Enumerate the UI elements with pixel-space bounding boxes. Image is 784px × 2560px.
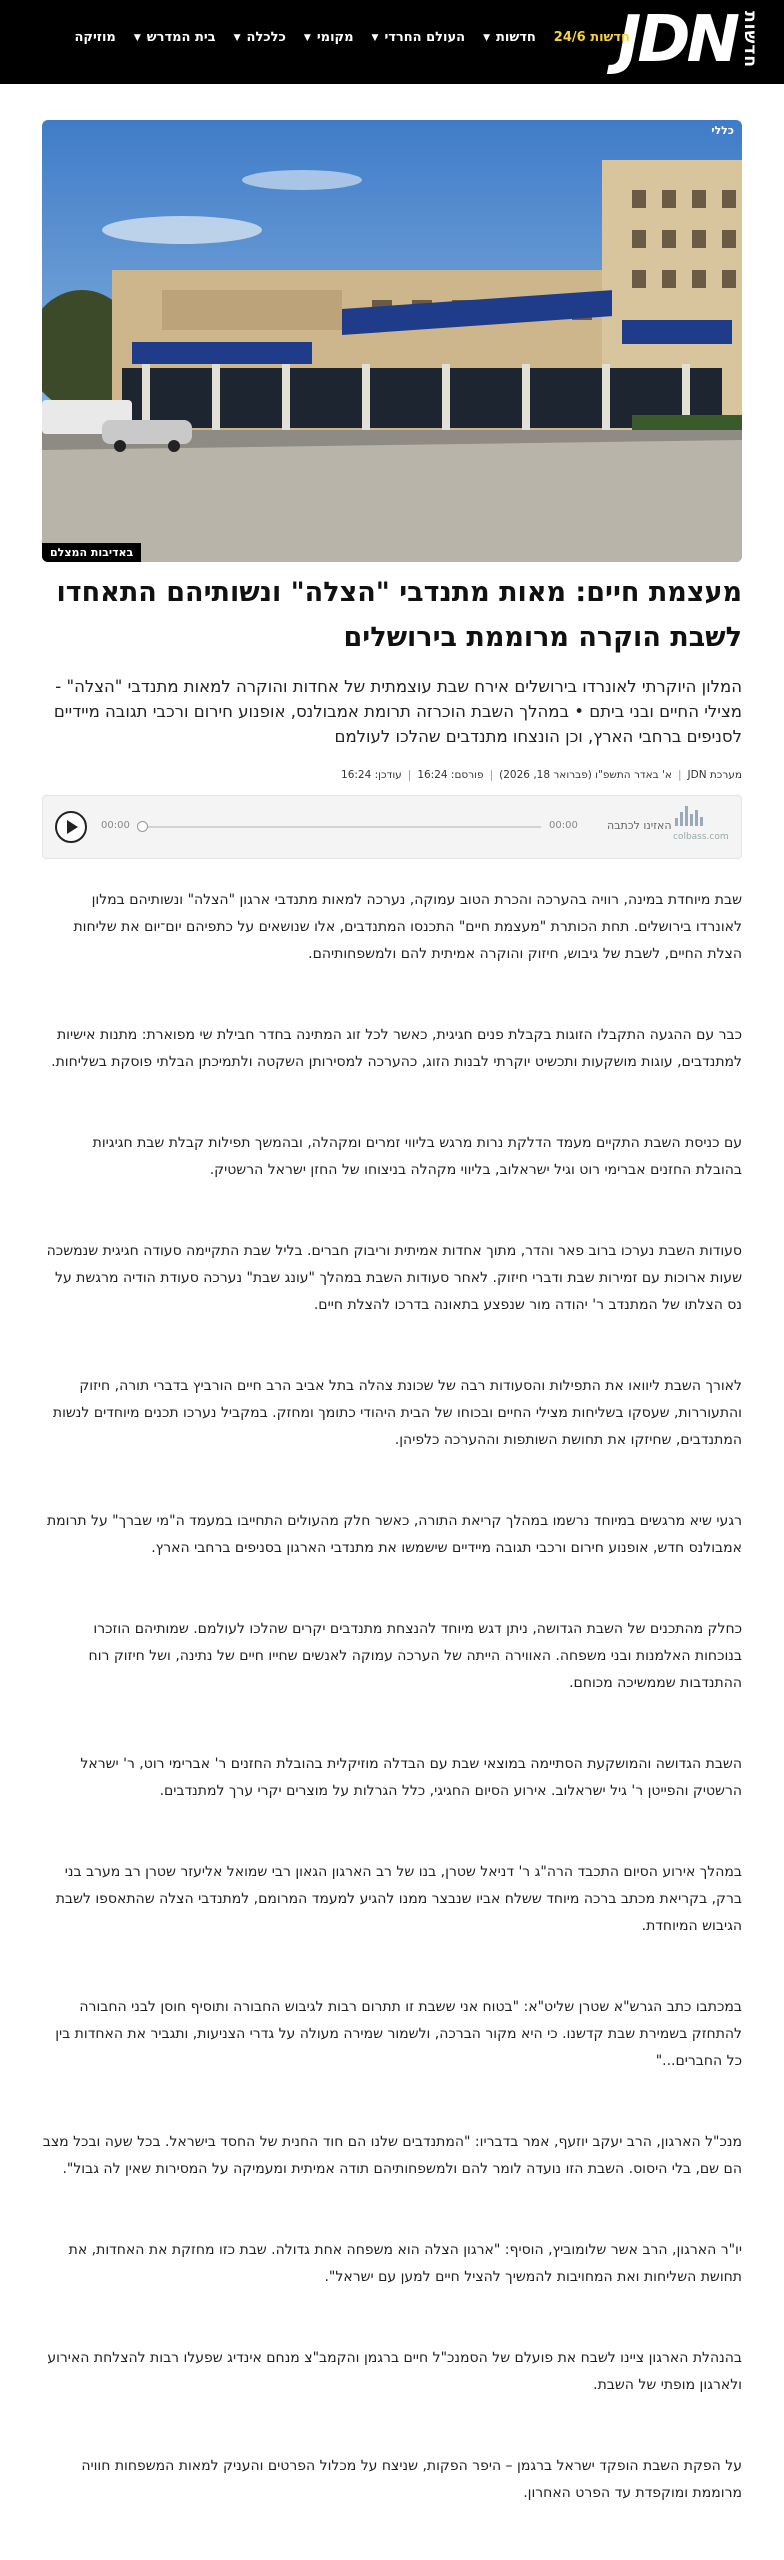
player-progress-handle[interactable] xyxy=(137,821,148,832)
article-paragraph: לאורך השבת ליוואו את התפילות והסעודות רבה של שכונת צהלה בתל אביב הרב חיים הורביץ בדברי תורה, חיזוק והתעוררות, שעסקו בשליחות מצילי החיים ובכוחו של הבית היהודי כתומך ומחזק. במקביל נערכו תכנים מיוחדים לנשות המתנדבים, שחיזקו את תחושת השותפות וההערכה כלפיהן. xyxy=(52,1378,742,1448)
article-paragraph: על הפקת השבת הופקד ישראל ברגמן – היפר הפקות, שניצח על מכלול הפרטים והעניק למאות המשפחות חוויה מרוממת ומוקפדת עד הפרט האחרון. xyxy=(81,2458,742,2501)
meta-separator: | xyxy=(677,769,682,781)
article-meta xyxy=(42,769,742,781)
nav-item-music[interactable] xyxy=(74,30,115,45)
article-paragraph: עם כניסת השבת התקיים מעמד הדלקת נרות מרגש בליווי זמרים ומקהלה, ובהמשך תפילות קבלת שבת חגיגיות בהובלת החזנים אברימי רוט וגיל ישראלוב, בליווי מקהלה בניצוחו של החזן ישראל הרשטיק. xyxy=(92,1135,742,1178)
colbass-logo[interactable] xyxy=(673,806,731,850)
nav-item-label: כלכלה xyxy=(246,30,286,45)
article-paragraph: שבת מיוחדת במינה, רוויה בהערכה והכרת הטוב עמוקה, נערכה למאות מתנדבי ארגון "הצלה" ונשותיהם במלון לאונרדו בירושלים. תחת הכותרת "מעצמת חיים" התכנסו המתנדבים, אלו שנושאים על כתפיהם יום־יום את שליחות הצלת החיים, לשבת של גיבוש, חיזוק והוקרה אמיתית להם ולמשפחותיהם. xyxy=(73,892,742,962)
article-paragraph: רגעי שיא מרגשים במיוחד נרשמו במהלך קריאת התורה, כאשר חלק מהעולים התחייבו במעמד ה"מי שברך" על תרומת אמבולנס חדש, אופנוע חירום ורכבי תגובה מיידיים שישמשו את מתנדבי הארגון בסניפים ברחבי הארץ. xyxy=(46,1513,742,1556)
chevron-down-icon: ▼ xyxy=(483,32,491,43)
site-header xyxy=(0,0,784,84)
main-nav xyxy=(56,30,630,45)
article-paragraph: סעודות השבת נערכו ברוב פאר והדר, מתוך אחדות אמיתית וריבוק חברים. בליל שבת התקיימה סעודה חגיגית שנמשכה שעות ארוכות עם זמירות שבת ודברי חיזוק. לאחר סעודות השבת במהלך "עונג שבת" נערכה סעודת הודיה מרגשת על נס הצלתו של המתנדב ר' יהודה מור שנפצע בתאונה בדרכו להצלת חיים. xyxy=(46,1243,742,1313)
nav-item-label: העולם החרדי xyxy=(384,30,466,45)
meta-separator: | xyxy=(407,769,412,781)
logo-side-text: חדשות xyxy=(740,11,760,69)
chevron-down-icon: ▼ xyxy=(233,32,241,43)
article-date: א' באדר התשפ"ו (פברואר 18, 2026) xyxy=(499,769,672,781)
player-duration: 00:00 xyxy=(549,820,578,831)
article-paragraph: כבר עם ההגעה התקבלו הזוגות בקבלת פנים חגיגית, כאשר לכל זוג המתינה בחדר חבילת שי מפוארת: מתנות אישיות למתנדבים, עוגות מושקעות ותכשיט יוקרתי לבנות הזוג, כהערכה למסירותן השקטה ולתמיכתן הבלתי פוסקת בשליחות. xyxy=(51,1027,742,1070)
chevron-down-icon: ▼ xyxy=(303,32,311,43)
hotel-photo xyxy=(42,120,742,562)
colbass-bars-icon xyxy=(675,806,731,826)
article xyxy=(42,120,742,2507)
nav-item-news[interactable] xyxy=(483,30,536,45)
nav-item-label: חדשות 24/6 xyxy=(553,30,630,45)
chevron-down-icon: ▼ xyxy=(133,32,141,43)
audio-player xyxy=(42,795,742,859)
play-icon[interactable] xyxy=(55,811,87,843)
article-paragraph: מנכ"ל הארגון, הרב יעקב יוזעף, אמר בדבריו: "המתנדבים שלנו הם חוד החנית של החסד בישראל. בכל שעה ובכל מצב הם שם, בלי היסוס. השבת הזו נועדה לומר להם ולמשפחותיהם תודה אמיתית ומעמיקה על המסירות שאין לה גבול". xyxy=(42,2134,742,2177)
player-progress-track[interactable] xyxy=(141,826,541,828)
article-paragraph: יו"ר הארגון, הרב אשר שלומוביץ, הוסיף: "ארגון הצלה הוא משפחה אחת גדולה. שבת כזו מחזקת את האחדות, את תחושת השליחות ואת המחויבות להמשיך להציל חיים למען עם ישראל". xyxy=(68,2242,742,2285)
photo-credit: באדיבות המצלם xyxy=(42,543,141,562)
hero-image xyxy=(42,120,742,562)
article-body xyxy=(42,887,742,2507)
player-listen-label: האזינו לכתבה xyxy=(607,819,672,832)
article-updated-time: עודכן: 16:24 xyxy=(341,769,402,781)
site-logo[interactable] xyxy=(617,3,761,77)
nav-item-haredi-world[interactable] xyxy=(372,30,466,45)
nav-item-local[interactable] xyxy=(304,30,354,45)
nav-item-economy[interactable] xyxy=(234,30,286,45)
logo-text: JDN xyxy=(617,3,736,77)
article-title: מעצמת חיים: מאות מתנדבי "הצלה" ונשותיהם התאחדו לשבת הוקרה מרוממת בירושלים xyxy=(56,577,742,653)
nav-item-label: חדשות xyxy=(496,30,536,45)
nav-item-label: בית המדרש xyxy=(146,30,216,45)
meta-separator: | xyxy=(489,769,494,781)
player-current-time: 00:00 xyxy=(101,820,130,831)
article-source[interactable]: מערכת JDN xyxy=(687,769,742,781)
article-subtitle: המלון היוקרתי לאונרדו בירושלים אירח שבת עוצמתית של אחדות והוקרה למאות מתנדבי "הצלה" - מצילי החיים ובני ביתם • במהלך השבת הוכרזה תרומת אמבולנס, אופנוע חירום ורכבי תגובה מיידיים לסניפים ברחבי הארץ, וכן הונצחו מתנדבים שהלכו לעולמם xyxy=(53,677,742,746)
colbass-url: colbass.com xyxy=(673,832,729,842)
nav-item-beit-midrash[interactable] xyxy=(134,30,216,45)
article-paragraph: בהנהלת הארגון ציינו לשבח את פועלם של הסמנכ"ל חיים ברגמן והקמב"צ מנחם אינדיג שפעלו רבות להצלחת האירוע ולארגון מופתי של השבת. xyxy=(47,2350,742,2393)
article-published-time: פורסם: 16:24 xyxy=(417,769,484,781)
article-paragraph: השבת הגדושה והמושקעת הסתיימה במוצאי שבת עם הבדלה מוזיקלית בהובלת החזנים ר' אברימי רוט, ר' ישראל הרשטיק והפייטן ר' גיל ישראלוב. אירוע הסיום החגיגי, כלל הגרלות על מוצרים יקרי ערך למתנדבים. xyxy=(80,1756,742,1799)
article-paragraph: במהלך אירוע הסיום התכבד הרה"ג ר' דניאל שטרן, בנו של רב הארגון הגאון רבי שמואל אליעזר שטרן רב מערב בני ברק, בקריאת מכתב ברכה מיוחד ששלח אביו שנבצר ממנו להגיע למעמד המרומם, למתנדבי הצלה שהתאספו לשבת הגיבוש המיוחדת. xyxy=(55,1864,742,1934)
article-paragraph: כחלק מהתכנים של השבת הגדושה, ניתן דגש מיוחד להנצחת מתנדבים יקרים שהלכו לעולמם. שמותיהם הוזכרו בנוכחות האלמנות ובני משפחה. האווירה הייתה של הערכה עמוקה לאנשים שחייו חיים של נתינה, ושל חיזוק רוח ההתנדבות שממשיכה מכוחם. xyxy=(88,1621,742,1691)
chevron-down-icon: ▼ xyxy=(371,32,379,43)
nav-item-news-24-6[interactable] xyxy=(554,30,630,45)
nav-item-label: מקומי xyxy=(316,30,354,45)
hero-category-label: כללי xyxy=(711,124,734,137)
nav-item-label: מוזיקה xyxy=(74,30,116,45)
article-paragraph: במכתבו כתב הגרש"א שטרן שליט"א: "בטוח אני ששבת זו תתרום רבות לגיבוש החבורה ותוסיף חוסן לבני החבורה להתחזק בשמירת שבת קדשנו. כי היא מקור הברכה, ולשמור שמירה מעולה על גדרי הצניעות, ותגביר את האחדות בין כל החברים..." xyxy=(55,1999,742,2069)
